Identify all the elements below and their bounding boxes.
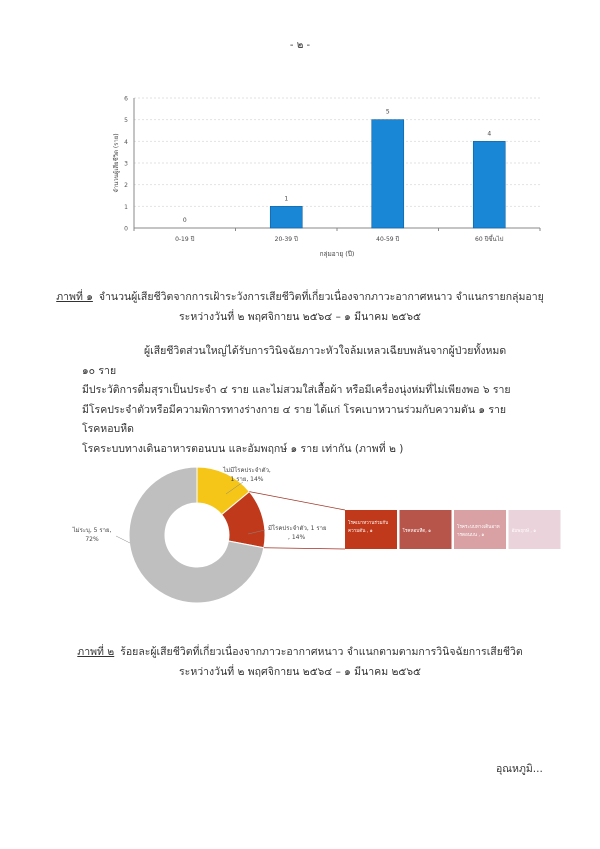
- connector-line: [249, 492, 345, 510]
- data-label: 5: [385, 108, 390, 116]
- bar: [270, 206, 302, 228]
- y-tick-label: 2: [124, 182, 128, 190]
- x-axis-title: กลุ่มอายุ (ปี): [319, 250, 355, 258]
- slice-label: มีโรคประจำตัว, 1 ราย, 14%: [268, 525, 327, 541]
- diagnosis-donut-chart: [0, 460, 600, 620]
- page-number: - ๒ -: [289, 40, 311, 51]
- age-group-bar-chart: [0, 85, 600, 265]
- bar: [372, 120, 404, 228]
- x-tick-label: 40-59 ปี: [376, 236, 400, 243]
- breakdown-label: อัมพฤกษ์ , ๑: [511, 529, 537, 534]
- data-label: 0: [182, 217, 187, 224]
- y-tick-label: 4: [124, 138, 128, 146]
- figure-2-caption: [0, 643, 600, 680]
- x-tick-label: 20-39 ปี: [274, 236, 298, 243]
- figure-1-caption: [0, 288, 600, 325]
- paragraph-line: มีโรคประจำตัวหรือมีความพิการทางร่างกาย ๔ ราย ได้แก่ โรคเบาหวานร่วมกับความดัน ๑ ราย โรคหอบหืด: [82, 403, 507, 435]
- figure-1-caption-line2: ระหว่างวันที่ ๒ พฤศจิกายน ๒๕๖๔ – ๑ มีนาคม ๒๕๖๕: [179, 311, 421, 323]
- figure-2-caption-line2: ระหว่างวันที่ ๒ พฤศจิกายน ๒๕๖๔ – ๑ มีนาคม ๒๕๖๕: [179, 666, 421, 678]
- y-tick-label: 3: [124, 160, 128, 168]
- figure-2-caption-line1: ร้อยละผู้เสียชีวิตที่เกี่ยวเนื่องจากภาวะอากาศหนาว จำแนกตามตามการวินิจฉัยการเสียชีวิต: [120, 646, 523, 658]
- bar: [473, 141, 505, 228]
- figure-1-label: ภาพที่ ๑: [56, 291, 93, 303]
- footer-continuation: อุณหภูมิ...: [496, 763, 543, 775]
- data-label: 4: [487, 130, 492, 138]
- y-tick-label: 0: [124, 225, 128, 233]
- paragraph-line: โรคระบบทางเดินอาหารตอนบน และอัมพฤกษ์ ๑ ราย เท่ากัน (ภาพที่ ๒ ): [82, 442, 404, 455]
- paragraph-line: ผู้เสียชีวิตส่วนใหญ่ได้รับการวินิจฉัยภาวะหัวใจล้มเหลวเฉียบพลันจากผู้ป่วยทั้งหมด ๑๐ ราย: [82, 345, 507, 377]
- x-tick-label: 60 ปีขึ้นไป: [475, 236, 504, 243]
- breakdown-label: โรคระบบทางเดินอาหารตอนบน , ๑: [457, 525, 500, 538]
- breakdown-label: โรคหอบหืด, ๑: [402, 529, 432, 534]
- y-tick-label: 6: [124, 95, 128, 103]
- connector-line: [264, 548, 345, 549]
- figure-2-label: ภาพที่ ๒: [77, 646, 115, 658]
- body-paragraph: [82, 342, 522, 459]
- figure-1-caption-line1: จำนวนผู้เสียชีวิตจากการเฝ้าระวังการเสียชีวิตที่เกี่ยวเนื่องจากภาวะอากาศหนาว จำแนกรายกลุ่มอายุ: [98, 291, 544, 303]
- data-label: 1: [284, 195, 289, 203]
- breakdown-label: โรคเบาหวานร่วมกับความดัน , ๑: [348, 521, 389, 534]
- slice-label: ไม่มีโรคประจำตัว, 1 ราย, 14%: [223, 467, 271, 483]
- y-tick-label: 1: [124, 203, 128, 211]
- x-tick-label: 0-19 ปี: [175, 236, 195, 243]
- slice-label: ไม่ระบุ, 5 ราย, 72%: [72, 527, 112, 543]
- leader-line: [116, 536, 130, 543]
- y-tick-label: 5: [124, 117, 128, 125]
- paragraph-line: มีประวัติการดื่มสุราเป็นประจำ ๔ ราย และไม่สวมใส่เสื้อผ้า หรือมีเครื่องนุ่งห่มที่ไม่เพียงพอ ๖ ราย: [82, 384, 511, 396]
- y-axis-title: จำนวนผู้เสียชีวิต (ราย): [113, 133, 120, 193]
